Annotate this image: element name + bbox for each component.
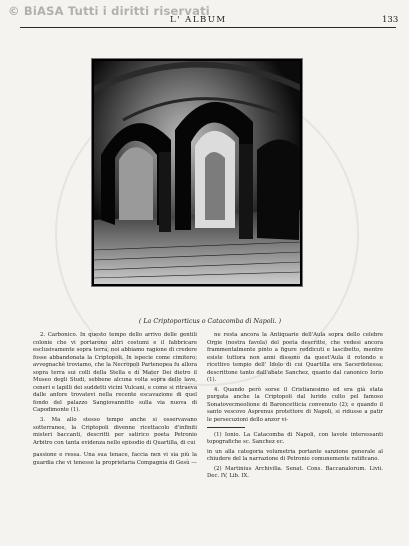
figure-caption: ( La Criptoporticus o Catacomba di Napoli. )	[138, 318, 282, 325]
right-column	[207, 332, 383, 483]
catacomb-engraving	[93, 60, 301, 285]
footnote: (2) Martinius Archivilia. Senat. Cons. Baccanalorum. Livii. Dec. IV, Lib. IX.	[207, 465, 383, 480]
engraving-plate	[92, 59, 302, 286]
footnote-rule	[207, 427, 245, 428]
paragraph: 2. Carbonico. In questo tempo dello arrivo delle gentili colonie che vi portarono altri costumi e il fabbricare esclusivamente sopra terra, noi abbiamo ragione di credere fosse abbandonata la Criptopoli. In ispecie come cimitero; avvegnachè troviamo, che la Necropoli Partenopea fu allora sopra terra sui colli della Stella e di Mater Dei dietro il Museo degli Studi, sebbene alcuna volta sopra delle lave, ceneri e lapilli dei suddetti vicini Vulcani, e come si ritraeva dalle anfore trovatevi nella recente escavazione di quel fondo del palazzo Sangiovannitto sulla via nuova di Capodimonte (1).	[33, 332, 197, 414]
header-rule	[20, 27, 396, 28]
page-number: 133	[382, 15, 399, 25]
footnote: (1) Ionio. La Catacomba di Napoli, con lavole interessanti topografiche sc. Sanchez ec.	[207, 431, 383, 446]
paragraph: 3. Ma allo stesso tempo anche si osservavano sotterranee, la Criptopoli divenne ricettacolo d'infiniti misteri baccanti, descritti per satirico poeta Petronio Arbitro con tanta evidenza nello episodio di Quartilla, di cui	[33, 417, 197, 446]
left-column	[33, 332, 197, 469]
copyright-watermark: © BiASA Tutti i diritti riservati	[8, 4, 210, 18]
footnote: in un alla categoria volumetria portante sanzione generale al chiudere del la narrazione di Petronio comunemente ratificano.	[207, 448, 383, 463]
paragraph-continuation: passione e ressa. Una sua tenace, faccia nen vi sia più la guardia che vi tenesse la proprietaria Compagnia di Gesù ---	[33, 452, 197, 466]
paragraph: 4. Quando però sorse il Cristianesimo ed era già stata purgata anche la Criptopoli dal lurido culto pel famoso Sonatovecmeolione di Baroncetticia convenuto (2); e quando il santo vescovo Asprenus protettore di Napoli, si ridusse a patir le persecuzioni dello anzor vi-	[207, 386, 383, 424]
running-title: L' ALBUM	[170, 15, 227, 25]
paragraph: ne resta ancora la Antiquarie dell'Aula sopra dello celebre Orgie (nostra favola) del poeta descritte, che vedesi ancora frammentalmente pinto a figure reddicuti e lascibetto, mentre esiste tuttora non anni dissono da quest'Aula il rotondo e ricettivo tempio dell' Idolo di cui Quartilla era Sacerdotessa; descrittone tanto dall'abate Sanchez, quanto dal canonico Iorio (1).	[207, 332, 383, 384]
